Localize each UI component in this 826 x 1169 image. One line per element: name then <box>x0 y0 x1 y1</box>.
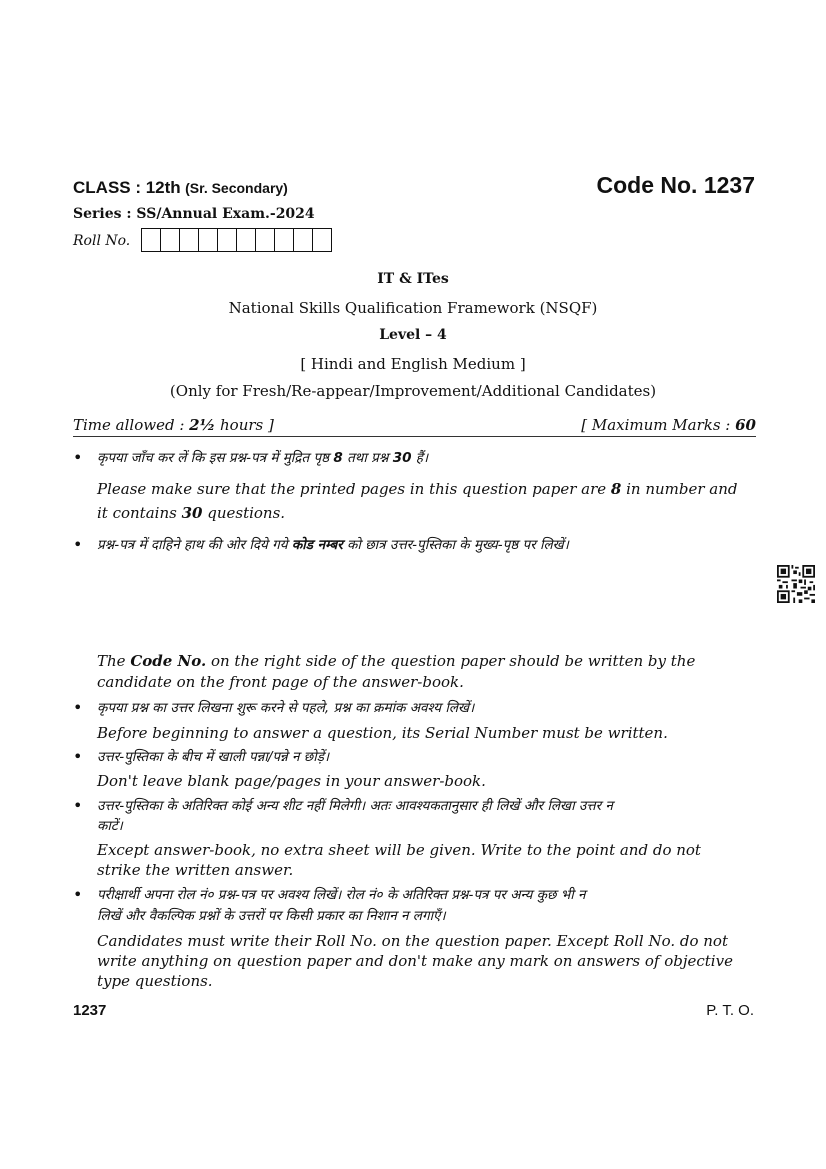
qr-code-icon <box>777 565 815 603</box>
instruction-6-english-line-3: type questions. <box>97 972 213 990</box>
roll-no-box[interactable] <box>180 229 199 251</box>
bullet-3: • <box>73 698 83 717</box>
maximum-marks: [ Maximum Marks : 60 <box>581 416 756 434</box>
footer-code: 1237 <box>73 1002 107 1019</box>
roll-no-box[interactable] <box>142 229 161 251</box>
medium-title: [ Hindi and English Medium ] <box>300 355 526 373</box>
framework-title: National Skills Qualification Framework (NSQF) <box>228 299 598 317</box>
instruction-6-hindi-line-2: लिखें और वैकल्पिक प्रश्नों के उत्तरों पर किसी प्रकार का निशान न लगाएँ। <box>97 908 446 924</box>
instruction-6-english-line-1: Candidates must write their Roll No. on the question paper. Except Roll No. do not <box>97 932 728 950</box>
instruction-2-hindi: प्रश्न-पत्र में दाहिने हाथ की ओर दिये गये कोड नम्बर को छात्र उत्तर-पुस्तिका के मुख्य-पृष्ठ पर लिखें। <box>97 537 569 553</box>
time-marks-row <box>73 416 756 437</box>
footer-pto: P. T. O. <box>706 1002 754 1019</box>
instruction-5-hindi-line-2: काटें। <box>97 818 123 834</box>
bullet-6: • <box>73 885 83 904</box>
roll-no-box[interactable] <box>275 229 294 251</box>
roll-no-boxes[interactable] <box>141 228 332 252</box>
roll-no-box[interactable] <box>199 229 218 251</box>
instruction-5-english-line-1: Except answer-book, no extra sheet will be given. Write to the point and do not <box>97 841 701 859</box>
roll-no-box[interactable] <box>218 229 237 251</box>
roll-no-box[interactable] <box>161 229 180 251</box>
instruction-3-hindi: कृपया प्रश्न का उत्तर लिखना शुरू करने से पहले, प्रश्न का क्रमांक अवश्य लिखें। <box>97 700 475 716</box>
instruction-5-english-line-2: strike the written answer. <box>97 861 294 879</box>
bullet-4: • <box>73 747 83 766</box>
bullet-2: • <box>73 535 83 554</box>
class-label <box>73 178 288 198</box>
roll-no-box[interactable] <box>256 229 275 251</box>
instruction-6-hindi-line-1: परीक्षार्थी अपना रोल नं० प्रश्न-पत्र पर अवश्य लिखें। रोल नं० के अतिरिक्त प्रश्न-पत्र पर अन्य कुछ भी न <box>97 887 586 903</box>
instruction-2-english-line-2: candidate on the front page of the answer-book. <box>97 673 464 691</box>
series-label: Series : SS/Annual Exam.-2024 <box>73 206 315 222</box>
roll-no-box[interactable] <box>313 229 331 251</box>
candidates-title: (Only for Fresh/Re-appear/Improvement/Additional Candidates) <box>169 382 657 400</box>
subject-title: IT & ITes <box>377 271 449 287</box>
instruction-4-hindi: उत्तर-पुस्तिका के बीच में खाली पन्ना/पन्ने न छोड़ें। <box>97 749 330 765</box>
instruction-4-english: Don't leave blank page/pages in your answer-book. <box>97 772 486 790</box>
instruction-1-hindi: कृपया जाँच कर लें कि इस प्रश्न-पत्र में मुद्रित पृष्ठ 8 तथा प्रश्न 30 हैं। <box>97 450 429 466</box>
instruction-3-english: Before beginning to answer a question, its Serial Number must be written. <box>97 724 668 742</box>
level-title: Level – 4 <box>379 327 447 343</box>
class-sub: (Sr. Secondary) <box>185 180 288 196</box>
class-value: CLASS : 12th <box>73 178 181 197</box>
bullet-5: • <box>73 796 83 815</box>
instruction-5-hindi-line-1: उत्तर-पुस्तिका के अतिरिक्त कोई अन्य शीट नहीं मिलेगी। अतः आवश्यकतानुसार ही लिखें और लिखा उत्तर न <box>97 798 613 814</box>
instruction-6-english-line-2: write anything on question paper and don't make any mark on answers of objective <box>97 952 733 970</box>
roll-no-label: Roll No. <box>73 233 131 249</box>
code-number: Code No. 1237 <box>596 172 755 198</box>
roll-no-box[interactable] <box>237 229 256 251</box>
time-allowed: Time allowed : 2½ hours ] <box>73 416 274 434</box>
instruction-1-english-line-1: Please make sure that the printed pages in this question paper are 8 in number and <box>97 480 738 498</box>
instruction-2-english-line-1: The Code No. on the right side of the question paper should be written by the <box>97 652 696 670</box>
bullet-1: • <box>73 448 83 467</box>
roll-no-box[interactable] <box>294 229 313 251</box>
instruction-1-english-line-2: it contains 30 questions. <box>97 504 286 522</box>
